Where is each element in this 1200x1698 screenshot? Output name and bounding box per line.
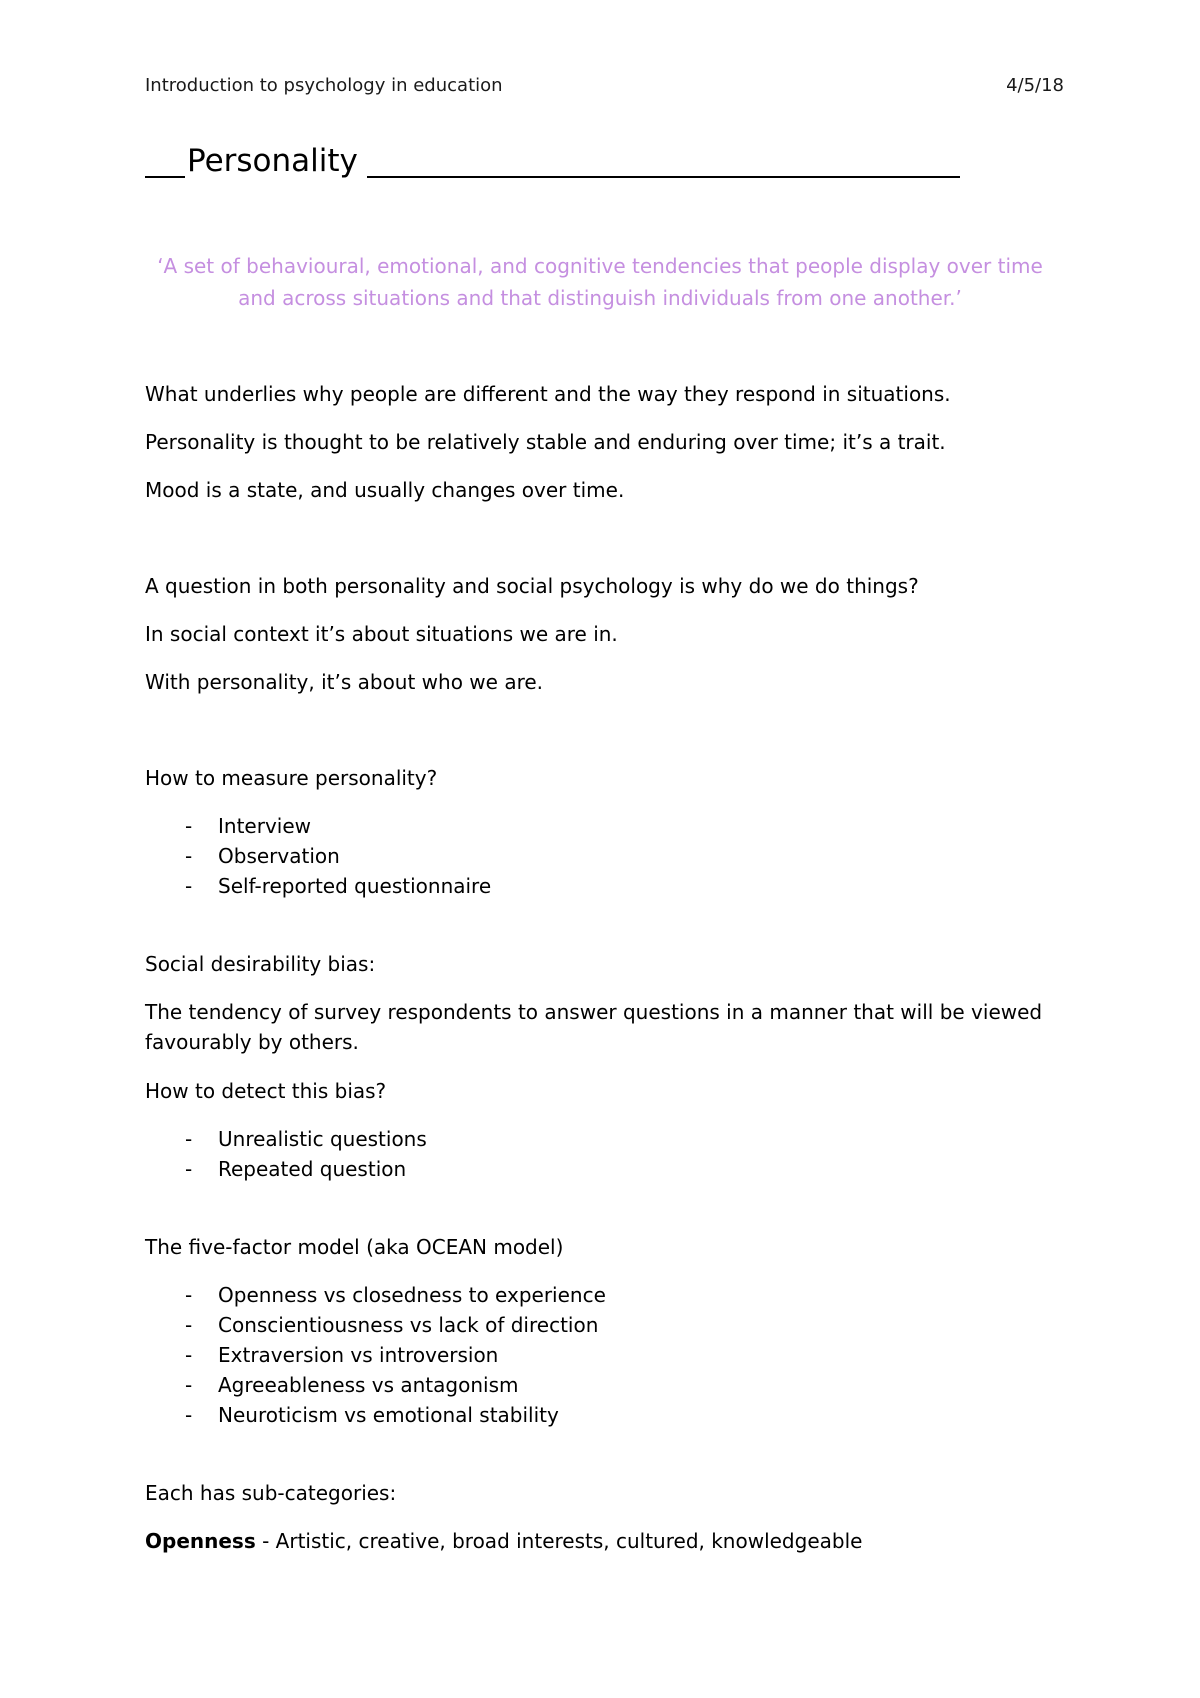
why-line-3: With personality, it’s about who we are. xyxy=(145,670,544,694)
quote-line-2: and across situations and that distinguish individuals from one another.’ xyxy=(238,286,962,310)
openness-label: Openness xyxy=(145,1529,256,1553)
why-line-1: A question in both personality and social psychology is why do we do things? xyxy=(145,574,919,598)
bullet-dash: - xyxy=(185,1343,193,1367)
page-title xyxy=(145,140,960,182)
bias-definition-line-2: favourably by others. xyxy=(145,1030,359,1054)
list-item-text: Unrealistic questions xyxy=(218,1127,427,1151)
bullet-dash: - xyxy=(185,844,193,868)
bullet-dash: - xyxy=(185,874,193,898)
list-item xyxy=(145,1400,1045,1430)
bias-detect-heading: How to detect this bias? xyxy=(145,1079,387,1103)
bullet-dash: - xyxy=(185,1313,193,1337)
bullet-dash: - xyxy=(185,1403,193,1427)
list-item xyxy=(145,1280,1045,1310)
quote-line-1: ‘A set of behavioural, emotional, and cognitive tendencies that people display over time xyxy=(157,254,1043,278)
bias-definition-line-1: The tendency of survey respondents to answer questions in a manner that will be viewed xyxy=(145,1000,1043,1024)
list-item xyxy=(145,1340,1045,1370)
page-title-text: Personality xyxy=(187,143,358,179)
list-item xyxy=(145,1370,1045,1400)
why-line-2: In social context it’s about situations we are in. xyxy=(145,622,618,646)
bullet-dash: - xyxy=(185,1373,193,1397)
header-date: 4/5/18 xyxy=(1006,75,1064,96)
bullet-dash: - xyxy=(185,814,193,838)
measure-heading: How to measure personality? xyxy=(145,766,438,790)
list-item-text: Repeated question xyxy=(218,1157,407,1181)
list-item xyxy=(145,841,1045,871)
list-item xyxy=(145,1124,1045,1154)
bullet-dash: - xyxy=(185,1157,193,1181)
list-item-text: Extraversion vs introversion xyxy=(218,1343,499,1367)
list-item-text: Interview xyxy=(218,814,311,838)
bias-heading: Social desirability bias: xyxy=(145,952,376,976)
measure-list xyxy=(145,811,1045,901)
subcategories-heading: Each has sub-categories: xyxy=(145,1481,397,1505)
list-item xyxy=(145,1154,1045,1184)
intro-line-1: What underlies why people are different and the way they respond in situations. xyxy=(145,382,951,406)
list-item-text: Openness vs closedness to experience xyxy=(218,1283,606,1307)
bullet-dash: - xyxy=(185,1127,193,1151)
list-item-text: Observation xyxy=(218,844,340,868)
list-item-text: Neuroticism vs emotional stability xyxy=(218,1403,559,1427)
bullet-dash: - xyxy=(185,1283,193,1307)
title-underline-right xyxy=(367,176,960,178)
list-item-text: Self-reported questionnaire xyxy=(218,874,492,898)
intro-line-2: Personality is thought to be relatively stable and enduring over time; it’s a trait. xyxy=(145,430,946,454)
openness-line xyxy=(145,1526,1055,1556)
ocean-heading: The five-factor model (aka OCEAN model) xyxy=(145,1235,564,1259)
list-item-text: Agreeableness vs antagonism xyxy=(218,1373,519,1397)
openness-text: - Artistic, creative, broad interests, cultured, knowledgeable xyxy=(255,1529,863,1553)
list-item xyxy=(145,1310,1045,1340)
intro-line-3: Mood is a state, and usually changes over time. xyxy=(145,478,625,502)
title-underline-left xyxy=(145,176,185,178)
bias-detect-list xyxy=(145,1124,1045,1184)
list-item xyxy=(145,871,1045,901)
definition-quote xyxy=(145,250,1055,314)
header-course-title: Introduction to psychology in education xyxy=(145,75,503,96)
list-item-text: Conscientiousness vs lack of direction xyxy=(218,1313,599,1337)
list-item xyxy=(145,811,1045,841)
ocean-list xyxy=(145,1280,1045,1430)
